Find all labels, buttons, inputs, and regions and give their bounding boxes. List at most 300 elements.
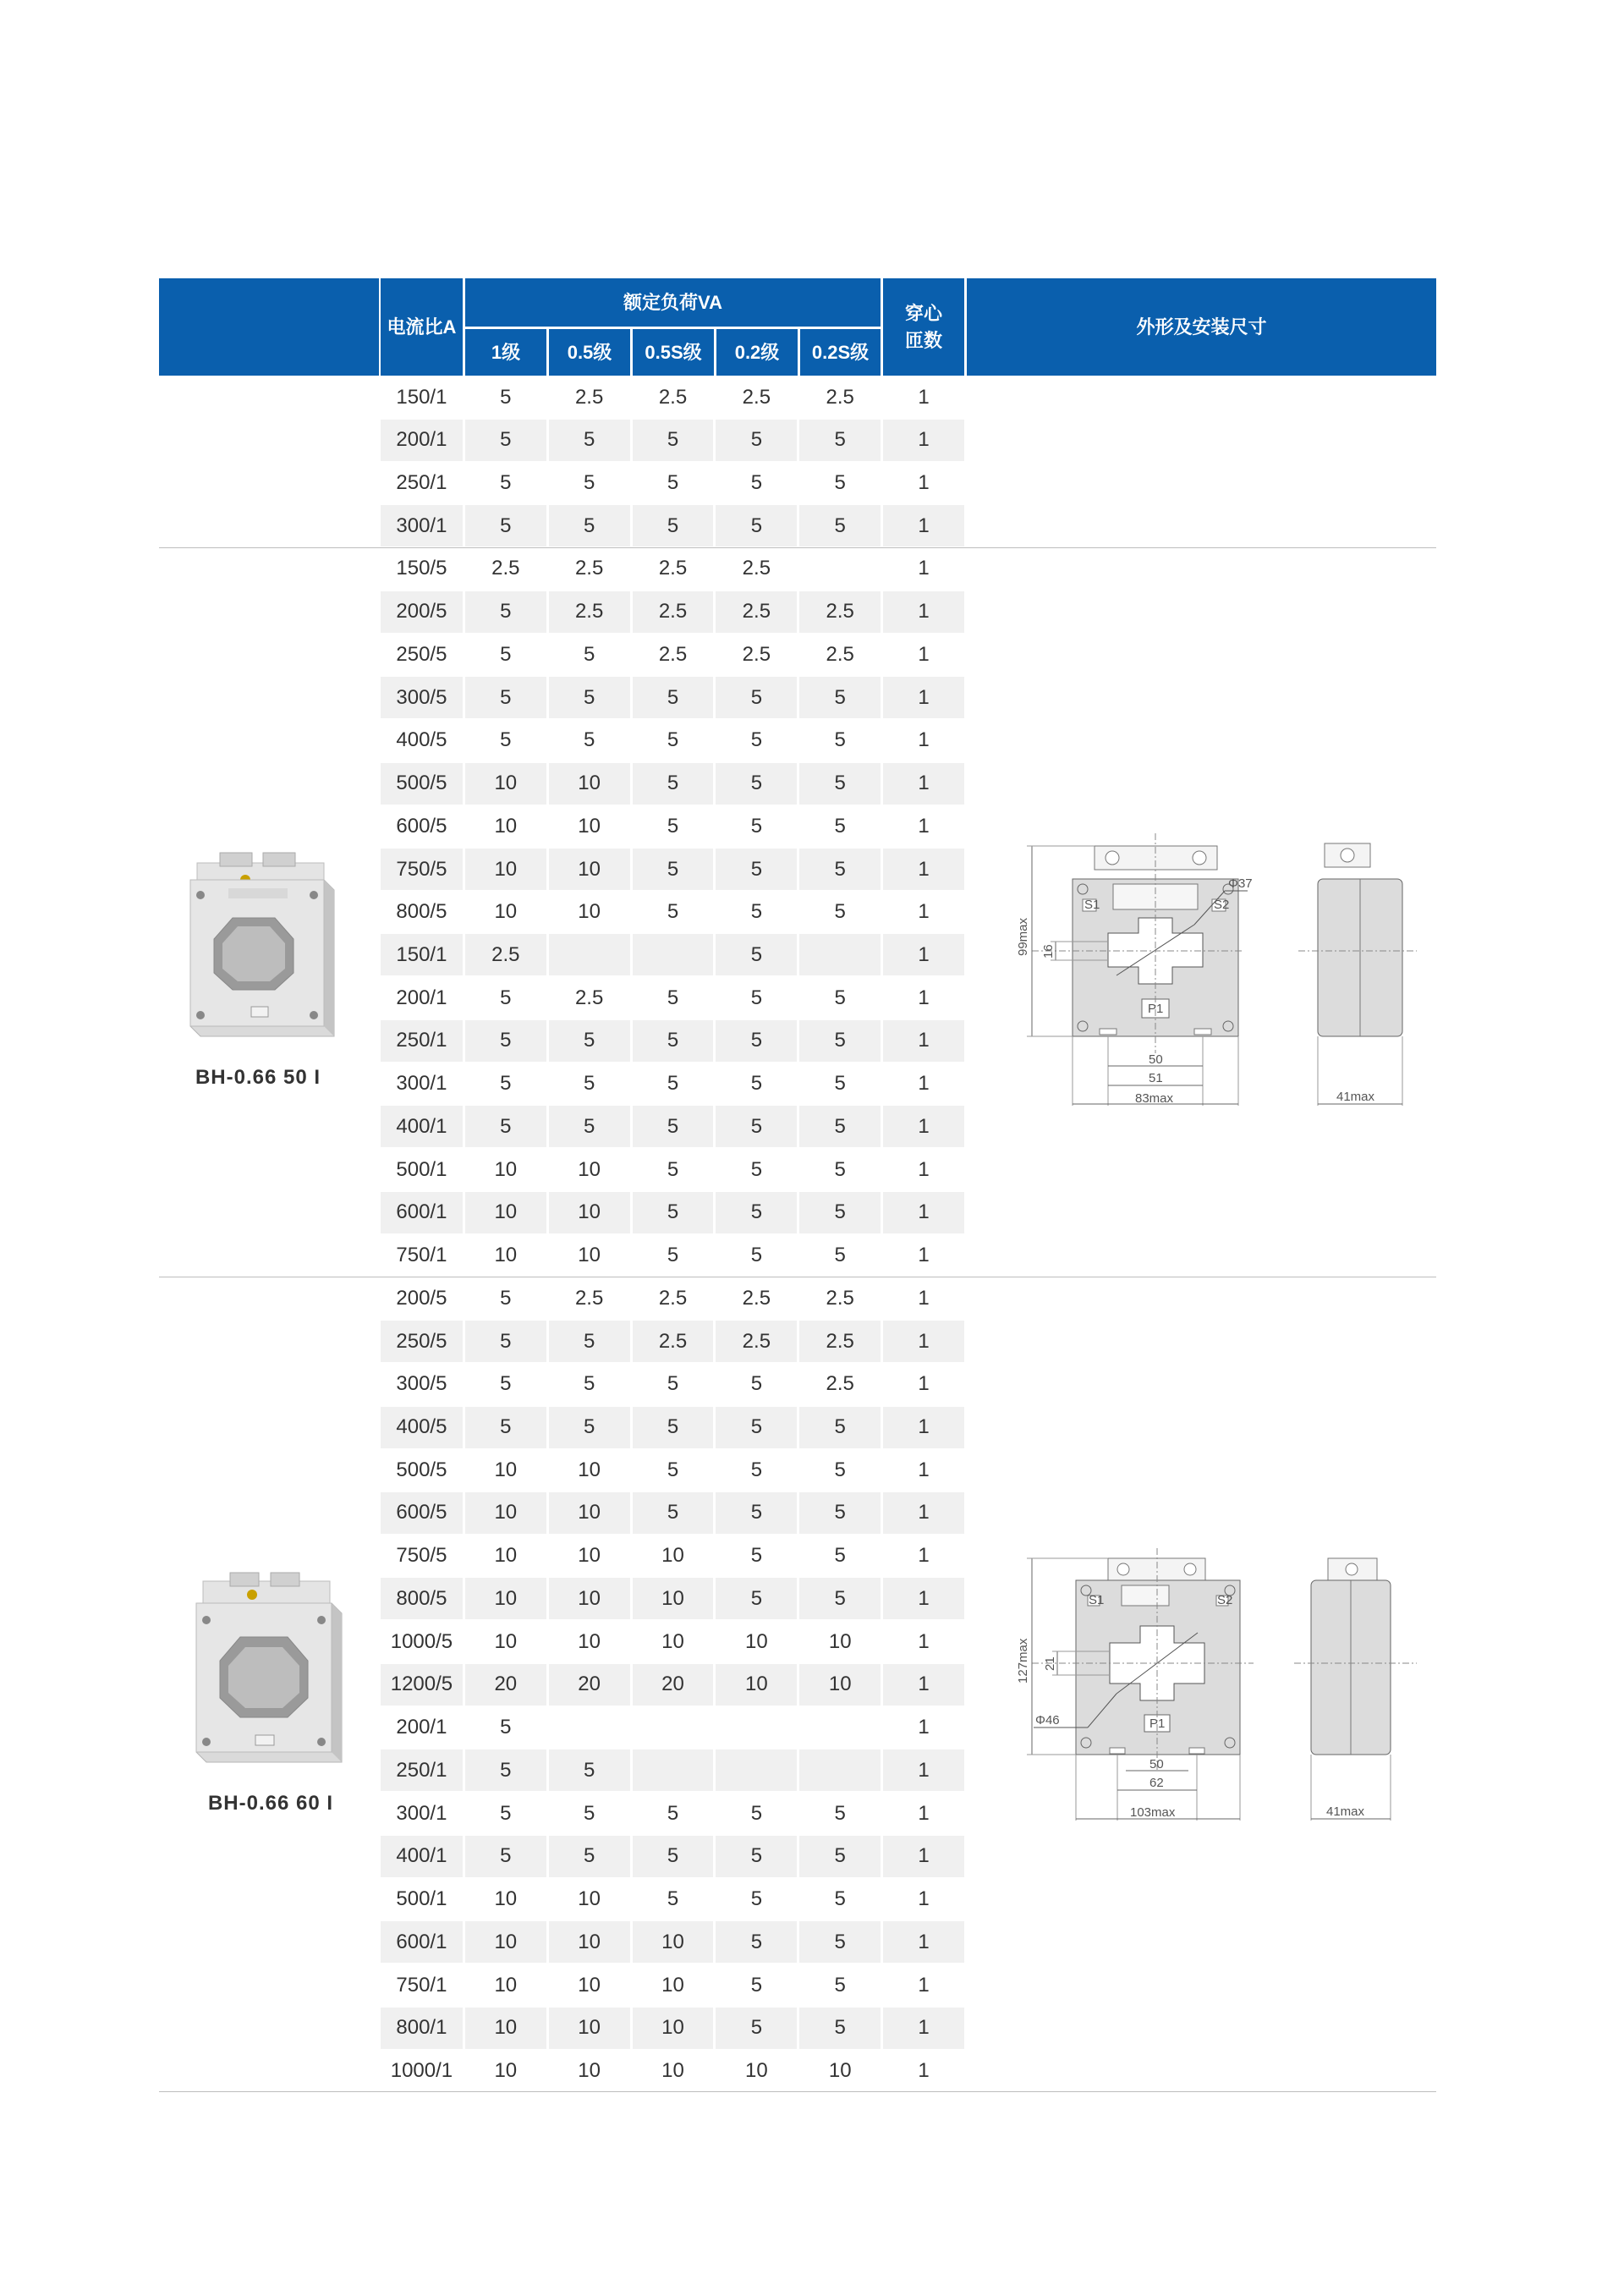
- load-cell: 5: [799, 1492, 881, 1534]
- load-cell: 5: [750, 900, 763, 924]
- ratio-cell: 750/5: [396, 1544, 447, 1568]
- load-cell: 5: [549, 505, 630, 547]
- table-row: [381, 2007, 964, 2050]
- table-row: [381, 1535, 964, 1578]
- dim-width-1: 50: [1149, 1052, 1163, 1067]
- turns-cell: 1: [883, 934, 964, 975]
- load-cell: 5: [667, 814, 679, 838]
- turns-cell: 1: [883, 420, 964, 461]
- ratio-cell: 250/1: [396, 470, 447, 494]
- table-row: [381, 504, 964, 547]
- load-cell: 5: [799, 1192, 881, 1233]
- turns-cell: 1: [883, 1664, 964, 1706]
- load-cell: 5: [583, 642, 595, 666]
- table-row: [381, 1105, 964, 1148]
- table-row: [381, 633, 964, 676]
- load-cell: 10: [494, 1458, 518, 1481]
- load-cell: 5: [500, 385, 512, 409]
- load-cell: 5: [750, 470, 763, 494]
- table-row: [381, 1148, 964, 1191]
- turns-cell: 1: [918, 1887, 930, 1911]
- load-cell: 5: [799, 1578, 881, 1619]
- load-cell: 5: [500, 1072, 512, 1096]
- load-cell: 2.5: [658, 642, 688, 666]
- load-cell: 5: [633, 1106, 714, 1147]
- load-cell: 10: [465, 1578, 546, 1619]
- ratio-cell: 750/5: [381, 849, 463, 890]
- load-cell: 10: [465, 1921, 546, 1963]
- load-cell: 5: [465, 677, 546, 718]
- header-dims-label: 外形及安装尺寸: [1136, 316, 1267, 338]
- terminal-p1-label: P1: [1149, 1717, 1166, 1731]
- load-cell: 10: [494, 1157, 518, 1181]
- load-cell: 10: [494, 1629, 518, 1653]
- load-cell: 5: [716, 677, 797, 718]
- load-cell: 5: [716, 1836, 797, 1877]
- load-cell: 5: [799, 763, 881, 805]
- turns-cell: 1: [883, 1192, 964, 1233]
- turns-cell: 1: [883, 763, 964, 805]
- load-cell: 10: [661, 1973, 684, 1997]
- load-cell: 5: [633, 677, 714, 718]
- load-cell: 5: [465, 505, 546, 547]
- table-row: [381, 1706, 964, 1749]
- load-cell: 5: [549, 1749, 630, 1791]
- ratio-cell: 750/1: [396, 1244, 447, 1267]
- table-row: [381, 719, 964, 762]
- load-cell: 2.5: [742, 557, 771, 580]
- dim-height: 127max: [1016, 1638, 1030, 1684]
- table-row: [381, 590, 964, 634]
- table-row: [381, 1878, 964, 1921]
- turns-cell: 1: [918, 557, 930, 580]
- ratio-cell: 500/5: [381, 763, 463, 805]
- group-divider: [159, 2091, 1436, 2092]
- load-cell: 5: [799, 849, 881, 890]
- load-cell: 5: [667, 470, 679, 494]
- ratio-cell: 150/1: [396, 385, 447, 409]
- table-row: [381, 2049, 964, 2092]
- load-cell: 5: [750, 1072, 763, 1096]
- load-cell: 10: [828, 1629, 852, 1653]
- ratio-cell: 500/5: [396, 1458, 447, 1481]
- ratio-cell: 800/5: [381, 1578, 463, 1619]
- load-cell: 5: [500, 642, 512, 666]
- load-cell: 5: [716, 1106, 797, 1147]
- table-row: [381, 1063, 964, 1106]
- load-cell: 5: [750, 1458, 763, 1481]
- ratio-cell: 750/1: [396, 1973, 447, 1997]
- ratio-cell: 1000/1: [390, 2058, 453, 2082]
- model-label-bh50: BH-0.66 50 I: [195, 1066, 321, 1089]
- load-cell: 5: [750, 1157, 763, 1181]
- load-cell: 10: [661, 2058, 684, 2082]
- load-cell: 5: [549, 1321, 630, 1362]
- turns-cell: 1: [918, 1801, 930, 1825]
- load-cell: 5: [549, 677, 630, 718]
- header-class-02: [716, 329, 798, 376]
- load-cell: 2.5: [826, 642, 854, 666]
- load-cell: 5: [799, 1106, 881, 1147]
- load-cell: [799, 1707, 881, 1749]
- header-class-label: 0.2S级: [811, 341, 870, 363]
- turns-cell: 1: [918, 2058, 930, 2082]
- load-cell: 5: [500, 1716, 512, 1739]
- ratio-cell: 300/1: [396, 1072, 447, 1096]
- table-row: [381, 805, 964, 848]
- table-row: [381, 461, 964, 504]
- load-cell: 10: [494, 1887, 518, 1911]
- load-cell: 5: [667, 1801, 679, 1825]
- ratio-cell: 400/1: [381, 1106, 463, 1147]
- load-cell: 5: [834, 814, 846, 838]
- load-cell: 5: [667, 1157, 679, 1181]
- load-cell: 5: [667, 1244, 679, 1267]
- load-cell: 2.5: [633, 1321, 714, 1362]
- dim-diameter: Φ37: [1228, 876, 1253, 891]
- load-cell: 5: [750, 1801, 763, 1825]
- load-cell: 10: [494, 1973, 518, 1997]
- load-cell: 5: [465, 1407, 546, 1448]
- load-cell: 10: [549, 1492, 630, 1534]
- dimension-drawing-bh50: [1015, 833, 1421, 1121]
- model-label-bh60: BH-0.66 60 I: [207, 1792, 334, 1815]
- load-cell: 5: [834, 1801, 846, 1825]
- ratio-cell: 200/5: [396, 1286, 447, 1310]
- load-cell: [633, 1707, 714, 1749]
- load-cell: 5: [465, 1749, 546, 1791]
- load-cell: 2.5: [465, 934, 546, 975]
- load-cell: 5: [465, 1836, 546, 1877]
- load-cell: [549, 934, 630, 975]
- turns-cell: 1: [883, 1749, 964, 1791]
- load-cell: 10: [633, 1578, 714, 1619]
- load-cell: 5: [500, 1801, 512, 1825]
- load-cell: 20: [633, 1664, 714, 1706]
- terminal-s2-label: S2: [1214, 898, 1230, 912]
- load-cell: 5: [799, 1407, 881, 1448]
- table-row: [381, 848, 964, 891]
- load-cell: 5: [500, 470, 512, 494]
- ratio-cell: 600/5: [381, 1492, 463, 1534]
- ratio-cell: 400/1: [381, 1836, 463, 1877]
- dim-width-2: 62: [1149, 1776, 1164, 1790]
- ratio-cell: 800/5: [396, 900, 447, 924]
- ratio-cell: 400/5: [396, 728, 447, 752]
- table-row: [381, 1277, 964, 1320]
- load-cell: 10: [578, 1544, 601, 1568]
- dim-height: 99max: [1016, 917, 1030, 956]
- turns-cell: 1: [883, 591, 964, 633]
- load-cell: 5: [716, 849, 797, 890]
- load-cell: 5: [750, 728, 763, 752]
- load-cell: 5: [500, 986, 512, 1009]
- table-row: [381, 1234, 964, 1277]
- load-cell: 10: [549, 1921, 630, 1963]
- load-cell: 5: [834, 1244, 846, 1267]
- header-rated-load-label: 额定负荷VA: [623, 291, 722, 313]
- load-cell: 10: [494, 1244, 518, 1267]
- table-row: [381, 1835, 964, 1878]
- load-cell: 10: [549, 763, 630, 805]
- load-cell: 10: [578, 2058, 601, 2082]
- load-cell: 5: [583, 470, 595, 494]
- load-cell: 2.5: [826, 1286, 854, 1310]
- load-cell: 5: [834, 728, 846, 752]
- load-cell: 5: [549, 420, 630, 461]
- ratio-cell: 800/1: [381, 2008, 463, 2049]
- table-row: [381, 1406, 964, 1449]
- load-cell: 10: [578, 1244, 601, 1267]
- table-row: [381, 1019, 964, 1063]
- table-row: [381, 1663, 964, 1706]
- load-cell: 5: [633, 1492, 714, 1534]
- load-cell: 5: [549, 1106, 630, 1147]
- turns-cell: 1: [918, 986, 930, 1009]
- header-class-label: 0.5级: [567, 341, 612, 363]
- load-cell: 10: [465, 1492, 546, 1534]
- ratio-cell: 1000/5: [390, 1629, 453, 1653]
- table-row: [381, 762, 964, 805]
- load-cell: 20: [549, 1664, 630, 1706]
- table-row: [381, 891, 964, 934]
- load-cell: 5: [465, 1321, 546, 1362]
- load-cell: [716, 1749, 797, 1791]
- load-cell: 10: [549, 1192, 630, 1233]
- turns-cell: 1: [918, 814, 930, 838]
- turns-cell: 1: [918, 728, 930, 752]
- turns-cell: 1: [918, 1716, 930, 1739]
- dim-width-1: 50: [1149, 1757, 1164, 1771]
- turns-cell: 1: [918, 1544, 930, 1568]
- load-cell: 5: [633, 1020, 714, 1062]
- ratio-cell: 400/5: [381, 1407, 463, 1448]
- load-cell: 5: [633, 1192, 714, 1233]
- load-cell: 5: [716, 2008, 797, 2049]
- table-row: [381, 1620, 964, 1663]
- table-row: [381, 1363, 964, 1406]
- load-cell: 10: [494, 2058, 518, 2082]
- ratio-cell: 200/1: [396, 986, 447, 1009]
- ratio-cell: 250/1: [381, 1020, 463, 1062]
- load-cell: 5: [834, 986, 846, 1009]
- ratio-cell: 600/5: [396, 814, 447, 838]
- ratio-cell: 250/5: [396, 642, 447, 666]
- header-blank: [159, 278, 379, 376]
- load-cell: 5: [716, 1492, 797, 1534]
- group-divider: [159, 547, 1436, 548]
- load-cell: 5: [667, 1458, 679, 1481]
- header-class-label: 1级: [491, 341, 521, 363]
- dim-width-2: 51: [1149, 1071, 1163, 1085]
- load-cell: 5: [716, 1407, 797, 1448]
- load-cell: 5: [799, 1836, 881, 1877]
- load-cell: 5: [750, 1372, 763, 1396]
- turns-cell: 1: [883, 849, 964, 890]
- ratio-cell: 300/5: [381, 677, 463, 718]
- load-cell: [549, 1707, 630, 1749]
- table-row: [381, 1577, 964, 1620]
- header-class-05s: [633, 329, 714, 376]
- load-cell: 5: [583, 1072, 595, 1096]
- load-cell: 5: [834, 1544, 846, 1568]
- turns-cell: 1: [883, 1836, 964, 1877]
- turns-cell: 1: [918, 1372, 930, 1396]
- load-cell: 5: [549, 1407, 630, 1448]
- load-cell: 10: [578, 1157, 601, 1181]
- turns-cell: 1: [918, 385, 930, 409]
- load-cell: 2.5: [574, 385, 604, 409]
- load-cell: 5: [799, 420, 881, 461]
- load-cell: 5: [716, 1020, 797, 1062]
- dim-depth: 41max: [1326, 1804, 1365, 1819]
- table-row: [381, 419, 964, 462]
- table-row: [381, 676, 964, 719]
- ratio-cell: 150/1: [381, 934, 463, 975]
- terminal-p1-label: P1: [1148, 1002, 1164, 1016]
- dim-diameter: Φ46: [1035, 1713, 1060, 1727]
- load-cell: 10: [549, 2008, 630, 2049]
- turns-cell: 1: [883, 2008, 964, 2049]
- load-cell: 10: [745, 1629, 768, 1653]
- turns-cell: 1: [883, 1321, 964, 1362]
- table-row: [381, 1191, 964, 1234]
- load-cell: 5: [667, 986, 679, 1009]
- load-cell: 10: [578, 900, 601, 924]
- terminal-s1-label: S1: [1084, 898, 1100, 912]
- load-cell: 10: [716, 1664, 797, 1706]
- table-row: [381, 1491, 964, 1535]
- ratio-cell: 300/1: [381, 505, 463, 547]
- load-cell: 5: [834, 1458, 846, 1481]
- load-cell: 5: [750, 814, 763, 838]
- load-cell: 10: [633, 1921, 714, 1963]
- turns-cell: 1: [918, 1973, 930, 1997]
- ratio-cell: 200/1: [381, 420, 463, 461]
- table-row: [381, 1792, 964, 1835]
- table-row: [381, 1964, 964, 2007]
- table-row: [381, 976, 964, 1019]
- turns-cell: 1: [883, 677, 964, 718]
- load-cell: 5: [750, 1887, 763, 1911]
- product-photo-bh60: [186, 1569, 355, 1772]
- turns-cell: 1: [918, 1629, 930, 1653]
- ratio-cell: 1200/5: [381, 1664, 463, 1706]
- ratio-cell: 500/1: [396, 1157, 447, 1181]
- load-cell: 5: [465, 420, 546, 461]
- product-photo-bh50: [182, 846, 343, 1049]
- ratio-cell: 600/1: [381, 1921, 463, 1963]
- table-row: [381, 1320, 964, 1363]
- header-class-label: 0.5S级: [645, 341, 702, 363]
- load-cell: 10: [465, 849, 546, 890]
- load-cell: 2.5: [716, 1321, 797, 1362]
- load-cell: 10: [465, 763, 546, 805]
- header-dims: [967, 278, 1436, 376]
- terminal-s1-label: S1: [1089, 1593, 1105, 1607]
- load-cell: 10: [494, 900, 518, 924]
- load-cell: 5: [633, 505, 714, 547]
- load-cell: 5: [750, 1973, 763, 1997]
- load-cell: 5: [633, 1407, 714, 1448]
- load-cell: 5: [834, 900, 846, 924]
- table-row: [381, 1749, 964, 1792]
- load-cell: 20: [465, 1664, 546, 1706]
- load-cell: 5: [549, 1020, 630, 1062]
- header-class-label: 0.2级: [734, 341, 780, 363]
- ratio-cell: 500/1: [396, 1887, 447, 1911]
- turns-cell: 1: [918, 1458, 930, 1481]
- load-cell: 5: [716, 1578, 797, 1619]
- load-cell: 5: [716, 420, 797, 461]
- load-cell: 2.5: [549, 591, 630, 633]
- load-cell: 5: [549, 1836, 630, 1877]
- load-cell: 5: [583, 1801, 595, 1825]
- load-cell: 5: [799, 677, 881, 718]
- load-cell: 5: [799, 505, 881, 547]
- dimension-drawing-bh60: [1015, 1548, 1421, 1836]
- load-cell: 5: [799, 1020, 881, 1062]
- load-cell: 5: [834, 1887, 846, 1911]
- load-cell: 5: [667, 1887, 679, 1911]
- load-cell: 10: [465, 2008, 546, 2049]
- load-cell: 5: [716, 1192, 797, 1233]
- ratio-cell: 200/1: [396, 1716, 447, 1739]
- load-cell: 2.5: [574, 1286, 604, 1310]
- header-ratio: [381, 278, 463, 376]
- dim-inner: 21: [1043, 1656, 1057, 1671]
- load-cell: 2.5: [799, 591, 881, 633]
- load-cell: 2.5: [742, 642, 771, 666]
- load-cell: 10: [578, 814, 601, 838]
- load-cell: 2.5: [491, 557, 520, 580]
- load-cell: 2.5: [716, 591, 797, 633]
- turns-cell: 1: [883, 505, 964, 547]
- load-cell: [716, 1707, 797, 1749]
- load-cell: 2.5: [633, 591, 714, 633]
- load-cell: [799, 934, 881, 975]
- turns-cell: 1: [918, 642, 930, 666]
- load-cell: 5: [500, 728, 512, 752]
- load-cell: 10: [661, 1629, 684, 1653]
- load-cell: 5: [716, 763, 797, 805]
- load-cell: 5: [633, 763, 714, 805]
- load-cell: 5: [583, 728, 595, 752]
- turns-cell: 1: [918, 470, 930, 494]
- load-cell: 2.5: [799, 1321, 881, 1362]
- load-cell: 10: [661, 1544, 684, 1568]
- load-cell: 5: [667, 1372, 679, 1396]
- load-cell: 10: [549, 1578, 630, 1619]
- table-row: [381, 1448, 964, 1491]
- header-turns: [883, 278, 964, 376]
- load-cell: 5: [667, 1072, 679, 1096]
- load-cell: 10: [745, 2058, 768, 2082]
- load-cell: 2.5: [574, 557, 604, 580]
- header-class-05: [549, 329, 630, 376]
- load-cell: 10: [828, 2058, 852, 2082]
- ratio-cell: 150/5: [396, 557, 447, 580]
- load-cell: [799, 1749, 881, 1791]
- load-cell: 5: [834, 1157, 846, 1181]
- load-cell: 5: [750, 1544, 763, 1568]
- ratio-cell: 250/1: [381, 1749, 463, 1791]
- load-cell: 5: [500, 1286, 512, 1310]
- load-cell: [633, 1749, 714, 1791]
- turns-cell: 1: [918, 900, 930, 924]
- terminal-s2-label: S2: [1217, 1593, 1233, 1607]
- load-cell: 2.5: [658, 385, 688, 409]
